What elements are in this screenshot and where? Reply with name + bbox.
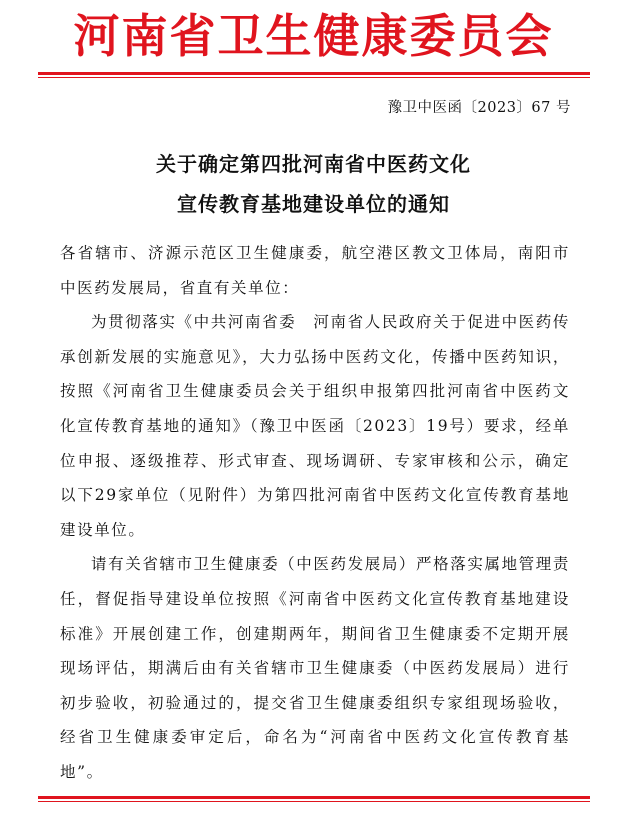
notice-title-line-2: 宣传教育基地建设单位的通知 <box>177 192 450 216</box>
salutation: 各省辖市、济源示范区卫生健康委，航空港区教文卫体局，南阳市中医药发展局，省直有关单位： <box>60 244 570 297</box>
notice-body <box>60 236 570 790</box>
notice-title-line-1: 关于确定第四批河南省中医药文化 <box>156 152 471 176</box>
footer-red-rule-thin <box>38 801 590 802</box>
organization-masthead: 河南省卫生健康委员会 <box>73 9 554 63</box>
header-red-rule-thin <box>38 77 590 78</box>
document-number: 豫卫中医函〔2023〕67 号 <box>387 100 571 116</box>
header-red-rule-thick <box>38 72 590 75</box>
footer-red-rule-thick <box>38 796 590 799</box>
body-paragraph-2: 请有关省辖市卫生健康委（中医药发展局）严格落实属地管理责任，督促指导建设单位按照《河南省中医药文化宣传教育基地建设标准》开展创建工作，创建期两年，期间省卫生健康委不定期开展现场评估，期满后由有关省辖市卫生健康委（中医药发展局）进行初步验收，初验通过的，提交省卫生健康委组织专家组现场验收，经省卫生健康委审定后，命名为“河南省中医药文化宣传教育基地”。 <box>60 555 570 781</box>
body-paragraph-1: 为贯彻落实《中共河南省委 河南省人民政府关于促进中医药传承创新发展的实施意见》，大力弘扬中医药文化，传播中医药知识，按照《河南省卫生健康委员会关于组织申报第四批河南省中医药文化宣传教育基地的通知》（豫卫中医函〔2023〕19号）要求，经单位申报、逐级推荐、形式审查、现场调研、专家审核和公示，确定以下29家单位（见附件）为第四批河南省中医药文化宣传教育基地建设单位。 <box>60 313 570 539</box>
